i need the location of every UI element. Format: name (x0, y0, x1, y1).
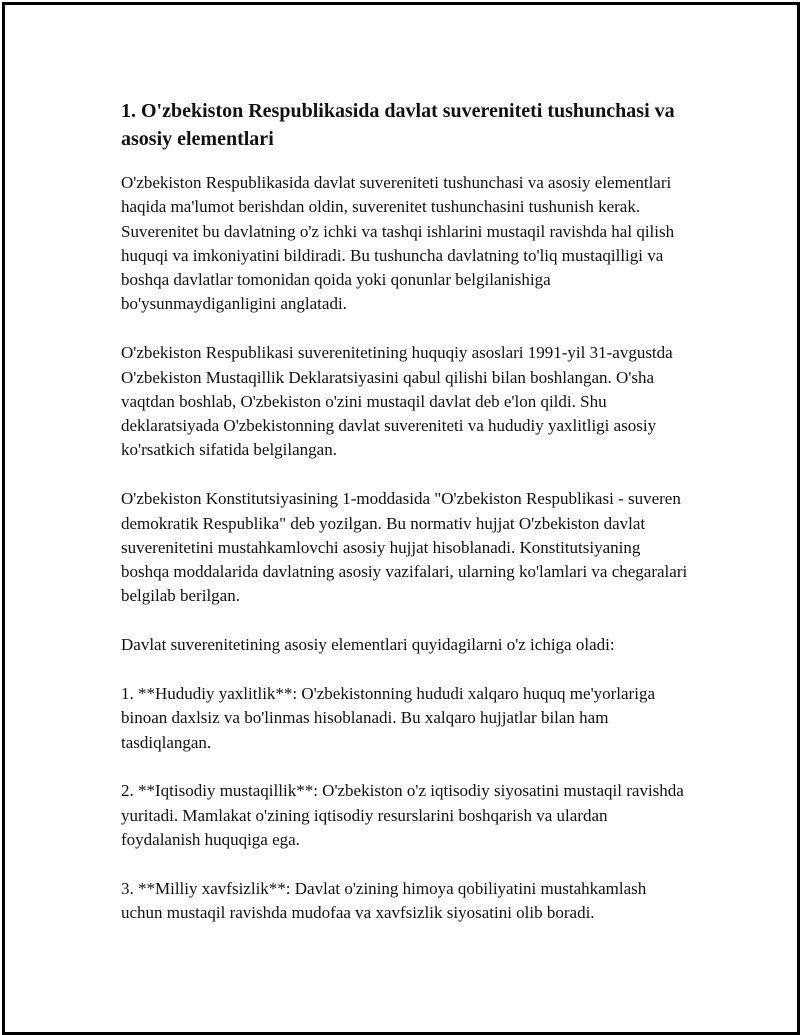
paragraph-legal-basis: O'zbekiston Respublikasi suverenitetining huquqiy asoslari 1991-yil 31-avgustda O'zbekiston Mustaqillik Deklaratsiyasini qabul qilishi bilan boshlangan. O'sha vaqtdan boshlab, O'zbekiston o'zini mustaqil davlat deb e'lon qildi. Shu deklaratsiyada O'zbekistonning davlat suvereniteti va hududiy yaxlitligi asosiy ko'rsatkich sifatida belgilangan. (121, 343, 673, 460)
paragraph-elements-intro: Davlat suverenitetining asosiy elementlari quyidagilarni o'z ichiga oladi: (121, 635, 615, 655)
paragraph-constitution: O'zbekiston Konstitutsiyasining 1-moddasida "O'zbekiston Respublikasi - suveren demokratik Respublika" deb yozilgan. Bu normativ hujjat O'zbekiston davlat suverenitetini mustahkamlovchi asosiy hujjat hisoblanadi. Konstitutsiyaning boshqa moddalarida davlatning asosiy vazifalari, ularning ko'lamlari va chegaralari belgilab berilgan. (121, 489, 688, 606)
paragraph-intro: O'zbekiston Respublikasida davlat suvereniteti tushunchasi va asosiy elementlari haqida ma'lumot berishdan oldin, suverenitet tushunchasini tushunish kerak. Suverenitet bu davlatning o'z ichki va tashqi ishlarini mustaqil ravishda hal qilish huquqi va imkoniyatini bildiradi. Bu tushuncha davlatning to'liq mustaqilligi va boshqa davlatlar tomonidan qoida yoki qonunlar belgilanishiga bo'ysunmaydiganligini anglatadi. (121, 173, 675, 314)
list-item-national-security: 3. **Milliy xavfsizlik**: Davlat o'zining himoya qobiliyatini mustahkamlash uchun mustaqil ravishda mudofaa va xavfsizlik siyosatini olib boradi. (121, 878, 647, 923)
page-frame (2, 2, 800, 1035)
document-title: 1. O'zbekiston Respublikasida davlat suvereniteti tushunchasi va asosiy elementlari (121, 100, 675, 150)
list-item-economic-independence: 2. **Iqtisodiy mustaqillik**: O'zbekiston o'z iqtisodiy siyosatini mustaqil ravishda yuritadi. Mamlakat o'zining iqtisodiy resurslarini boshqarish va ulardan foydalanish huquqiga ega. (121, 781, 684, 850)
document-body (121, 97, 691, 950)
list-item-territorial-integrity: 1. **Hududiy yaxlitlik**: O'zbekistonning hududi xalqaro huquq me'yorlariga binoan daxlsiz va bo'linmas hisoblanadi. Bu xalqaro hujjatlar bilan ham tasdiqlangan. (121, 684, 655, 752)
